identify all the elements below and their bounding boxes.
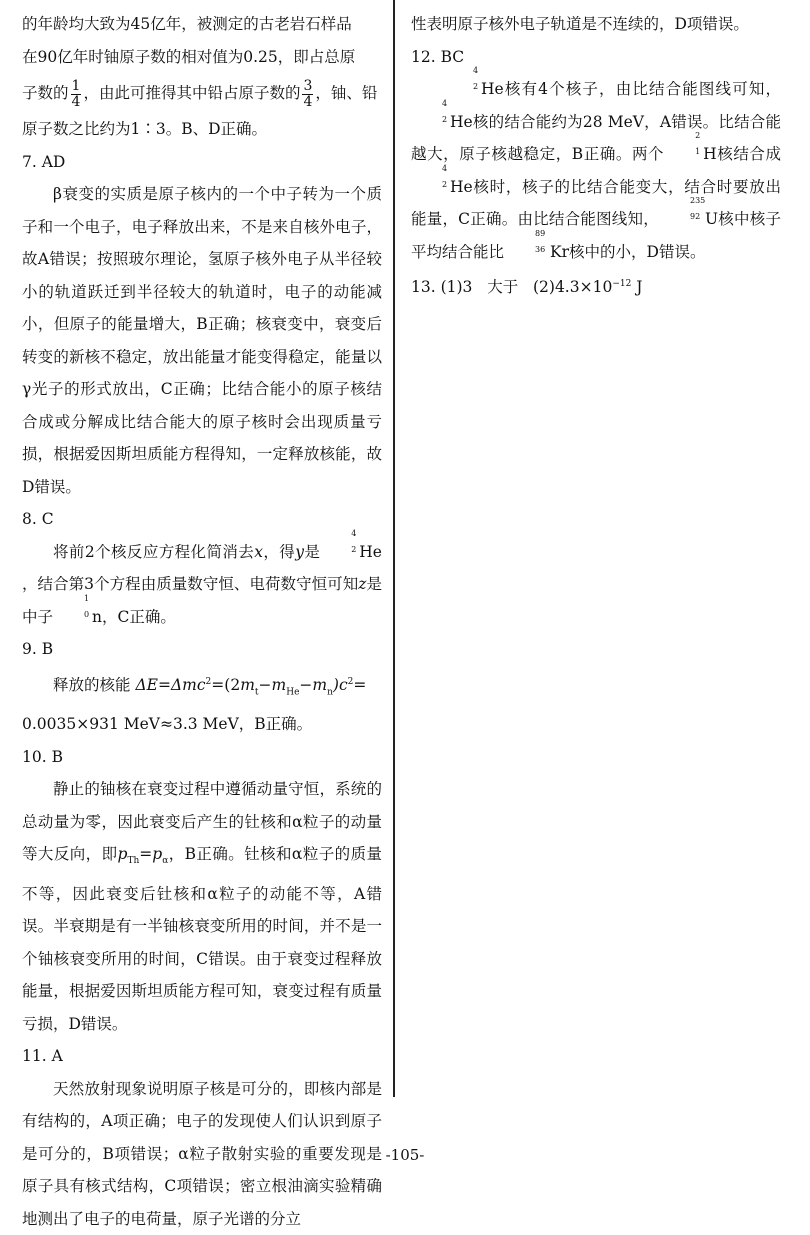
fraction-one-quarter: $\frac{1}{4}$ bbox=[71, 77, 81, 110]
q6-line-4: 原子数之比约为1∶3。B、D正确。 bbox=[22, 120, 268, 138]
left-column bbox=[22, 8, 382, 1235]
q6-line-1: 的年龄均大致为45亿年，被测定的古老岩石样品 bbox=[22, 15, 352, 33]
fraction-three-quarters: $\frac{3}{4}$ bbox=[303, 77, 313, 110]
q9-result: 0.0035×931 MeV≈3.3 MeV，B正确。 bbox=[22, 715, 313, 734]
q6-line-3: 子数的 $\frac{1}{4}$ ，由此可推得其中铅占原子数的 $\frac{3}{4}$ ，铀、铅 bbox=[22, 77, 378, 110]
nuclide-neutron: 1 0 n bbox=[84, 593, 102, 626]
nuclide-helium-4: 4 2 He bbox=[442, 163, 473, 196]
q8-label: 8. C bbox=[22, 510, 54, 528]
q12-text: 4 2 He核有4个核子，由比结合能图线可知， 4 2 He核的结合能约为28 MeV，A错误。比结合能越大，原子核越稳定，B正确。两个 2 1 H核结合成 4 2 He核时，核子的比结合能变大，结合时要放出能量，C正确。由比结合能图线知， 235 92 U核中核子平均结合能比 89 36 Kr核中的小，D错误。 bbox=[411, 73, 781, 268]
q7-text: β衰变的实质是原子核内的一个中子转为一个质子和一个电子，电子释放出来，不是来自核外电子，故A错误；按照玻尔理论，氢原子核外电子从半径较小的轨道跃迁到半径较大的轨道时，电子的动能减小，但原子的能量增大，B正确；核衰变中，衰变后转变的新核不稳定，放出能量才能变得稳定，能量以γ光子的形式放出，C正确；比结合能小的原子核结合成或分解成比结合能大的原子核时会出现质量亏损，根据爱因斯坦质能方程得知，一定释放核能，故D错误。 bbox=[22, 185, 382, 496]
page-number: -105- bbox=[385, 1146, 425, 1164]
nuclide-krypton-89: 89 36 Kr bbox=[535, 228, 570, 261]
nuclide-uranium-235: 235 92 U bbox=[690, 196, 719, 228]
q10-text: 静止的铀核在衰变过程中遵循动量守恒，系统的总动量为零，因此衰变后产生的钍核和α粒子的动量等大反向，即$p_{Th}=p_\alpha$，B正确。钍核和α粒子的质量不等，因此衰变后钍核和α粒子的动能不等，A错误。半衰期是有一半铀核衰变所用的时间，并不是一个铀核衰变所用的时间，C错误。由于衰变过程释放能量，根据爱因斯坦质能方程可知，衰变过程有质量亏损，D错误。 bbox=[22, 780, 382, 1033]
q6-line-2: 在90亿年时铀原子数的相对值为0.25，即占总原 bbox=[22, 47, 356, 66]
nuclide-helium-4: 4 2 He bbox=[473, 66, 504, 98]
q12-label: 12. BC bbox=[411, 47, 465, 66]
q10-label: 10. B bbox=[22, 747, 63, 766]
q11-text: 天然放射现象说明原子核是可分的，即核内部是有结构的，A项正确；电子的发现使人们认识到原子是可分的，B项错误；α粒子散射实验的重要发现是原子具有核式结构，C项错误；密立根油滴实验精确地测出了电子的电荷量，原子光谱的分立 bbox=[22, 1079, 382, 1228]
nuclide-helium-4: 4 2 He bbox=[351, 528, 382, 561]
q11-label: 11. A bbox=[22, 1047, 63, 1066]
q9-text: 释放的核能 $\Delta E=\Delta mc^2=(2m_t-m_{He}-m_n)c^2=$ bbox=[53, 675, 367, 697]
nuclide-helium-4: 4 2 He bbox=[442, 98, 473, 131]
right-column bbox=[411, 8, 781, 304]
q11-continued: 性表明原子核外电子轨道是不连续的，D项错误。 bbox=[411, 15, 749, 33]
q7-label: 7. AD bbox=[22, 152, 66, 171]
column-divider bbox=[393, 0, 395, 1097]
q13-answer: 13. (1)3 大于 $(2)4.3\times 10^{-12}$ J bbox=[411, 278, 643, 297]
q8-text: 将前2个核反应方程化简消去x，得y是 4 2 He，结合第3个方程由质量数守恒、电荷数守恒可知z是中子 1 0 n，C正确。 bbox=[22, 536, 382, 634]
nuclide-deuterium: 2 1 H bbox=[695, 131, 717, 163]
q9-label: 9. B bbox=[22, 640, 54, 658]
